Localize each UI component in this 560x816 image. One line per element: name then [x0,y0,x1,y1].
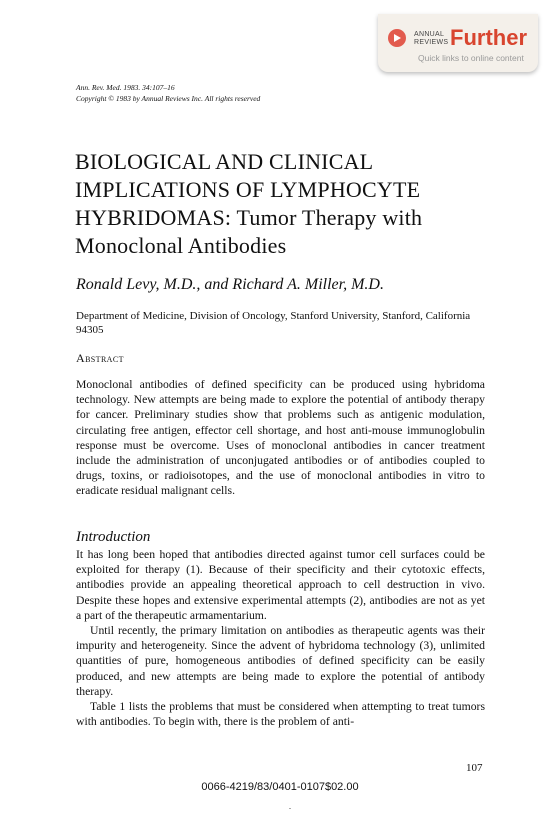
article-authors: Ronald Levy, M.D., and Richard A. Miller, M.D. [76,276,384,293]
further-badge[interactable] [378,14,538,72]
badge-line-annual: ANNUAL [414,31,445,38]
footer-code: 0066-4219/83/0401-0107$02.00 [201,781,359,793]
introduction-heading: Introduction [76,529,151,545]
journal-citation [76,82,260,104]
paragraph: It has long been hoped that antibodies directed against tumor cell surfaces could be exploited for therapy (1). Because of their specificity and their cytotoxic effects, antibodies provide an appealing theoretical approach to cell destruction in vivo. Despite these hopes and extensive experimental attempts (2), antibodies are not as yet a part of the therapeutic armamentarium. [76,548,485,622]
author-affiliation: Department of Medicine, Division of Oncology, Stanford University, Stanford, California 94305 [76,310,471,336]
introduction-body [76,547,485,729]
paragraph: Until recently, the primary limitation on antibodies as therapeutic agents was their impurity and heterogeneity. Since the advent of hybridoma technology (3), unlimited quantities of pure, homogeneous antibodies of defined specificity can be easily produced, and new attempts are being made to explore the potential of antibody therapy. [76,624,485,698]
badge-line-reviews: REVIEWS [414,39,449,46]
abstract-heading: Abstract [76,351,124,365]
footer-dot [289,808,291,809]
citation-line: Ann. Rev. Med. 1983. 34:107–16 [76,83,175,92]
page-number: 107 [466,762,483,774]
paragraph: Table 1 lists the problems that must be considered when attempting to treat tumors with antibodies. To begin with, there is the problem of anti- [76,700,485,729]
annual-reviews-logo-icon [388,29,406,47]
annual-reviews-wordmark [414,31,448,47]
abstract-text: Monoclonal antibodies of defined specificity can be produced using hybridoma technology. New attempts are being made to explore the potential of antibody therapy for cancer. Preliminary studies show that problems such as antigenic modulation, circulating free antigen, effector cell shortage, and host anti-mouse immunoglobulin response must be overcome. Uses of monoclonal antibodies in cancer treatment include the administration of unconjugated antibodies or of antibodies coupled to drugs, toxins, or radioisotopes, and the use of monoclonal antibodies in vitro to eradicate residual malignant cells. [76,378,485,498]
article-title: BIOLOGICAL AND CLINICAL IMPLICATIONS OF LYMPHOCYTE HYBRIDOMAS: Tumor Therapy with Monoclonal Antibodies [75,149,423,258]
further-tagline: Quick links to online content [418,53,524,63]
further-label: Further [450,25,527,50]
copyright-line: Copyright © 1983 by Annual Reviews Inc. All rights reserved [76,94,261,103]
